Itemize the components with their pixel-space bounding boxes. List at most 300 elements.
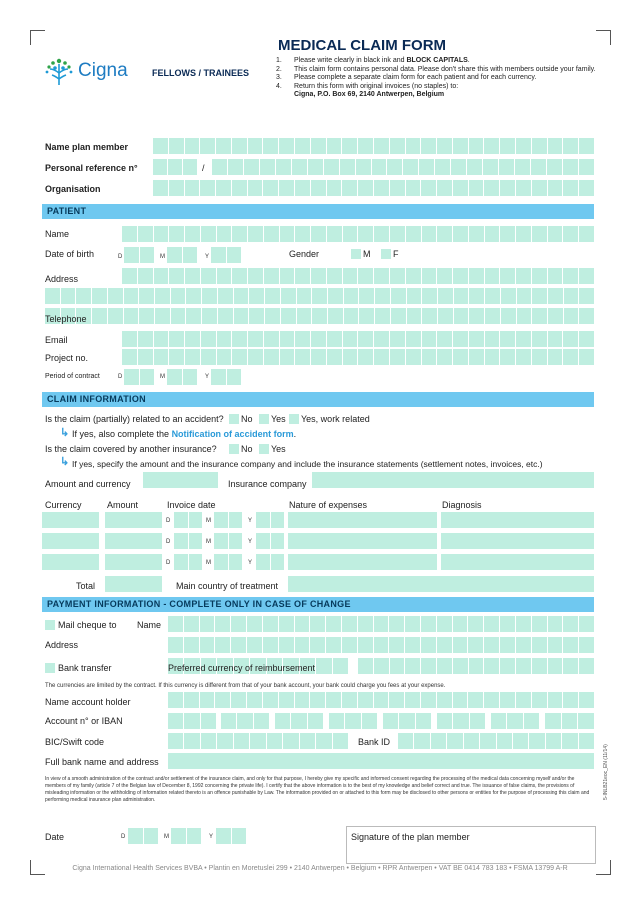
char-cell[interactable] xyxy=(579,288,594,304)
char-cell[interactable] xyxy=(358,637,373,653)
char-cell[interactable] xyxy=(485,226,500,242)
char-cell[interactable] xyxy=(234,288,249,304)
char-cell[interactable] xyxy=(389,692,404,708)
char-cell[interactable] xyxy=(250,733,265,749)
char-cell[interactable] xyxy=(279,692,294,708)
char-cell[interactable] xyxy=(416,713,431,729)
char-cell[interactable] xyxy=(358,180,373,196)
char-cell[interactable] xyxy=(248,331,263,347)
char-cell[interactable] xyxy=(405,658,420,674)
invoice-day-field[interactable] xyxy=(174,554,202,570)
char-cell[interactable] xyxy=(548,692,563,708)
char-cell[interactable] xyxy=(532,138,547,154)
char-cell[interactable] xyxy=(281,308,296,324)
char-cell[interactable] xyxy=(524,713,539,729)
char-cell[interactable] xyxy=(344,288,359,304)
iban-field-3[interactable] xyxy=(275,713,323,729)
char-cell[interactable] xyxy=(184,637,199,653)
char-cell[interactable] xyxy=(168,159,182,175)
char-cell[interactable] xyxy=(189,554,203,570)
char-cell[interactable] xyxy=(155,288,170,304)
char-cell[interactable] xyxy=(579,159,594,175)
accident-form-link[interactable]: Notification of accident form xyxy=(171,429,294,439)
char-cell[interactable] xyxy=(311,226,326,242)
char-cell[interactable] xyxy=(327,138,342,154)
char-cell[interactable] xyxy=(485,331,500,347)
char-cell[interactable] xyxy=(390,138,405,154)
accident-yes-checkbox[interactable] xyxy=(259,414,269,424)
char-cell[interactable] xyxy=(485,349,500,365)
char-cell[interactable] xyxy=(186,308,201,324)
char-cell[interactable] xyxy=(545,713,561,729)
char-cell[interactable] xyxy=(468,616,483,632)
char-cell[interactable] xyxy=(406,349,421,365)
char-cell[interactable] xyxy=(139,308,154,324)
char-cell[interactable] xyxy=(529,733,544,749)
char-cell[interactable] xyxy=(403,159,418,175)
char-cell[interactable] xyxy=(374,637,389,653)
char-cell[interactable] xyxy=(422,308,437,324)
char-cell[interactable] xyxy=(375,308,390,324)
char-cell[interactable] xyxy=(563,637,578,653)
char-cell[interactable] xyxy=(168,733,183,749)
patient-name-field[interactable] xyxy=(122,226,594,242)
char-cell[interactable] xyxy=(485,308,500,324)
char-cell[interactable] xyxy=(342,637,357,653)
char-cell[interactable] xyxy=(122,268,137,284)
char-cell[interactable] xyxy=(469,308,484,324)
char-cell[interactable] xyxy=(548,288,563,304)
char-cell[interactable] xyxy=(437,180,452,196)
iban-field-8[interactable] xyxy=(545,713,594,729)
char-cell[interactable] xyxy=(469,138,484,154)
char-cell[interactable] xyxy=(389,637,404,653)
char-cell[interactable] xyxy=(92,288,107,304)
char-cell[interactable] xyxy=(174,554,188,570)
char-cell[interactable] xyxy=(516,692,531,708)
char-cell[interactable] xyxy=(184,733,199,749)
char-cell[interactable] xyxy=(169,331,184,347)
char-cell[interactable] xyxy=(453,692,468,708)
char-cell[interactable] xyxy=(484,616,499,632)
char-cell[interactable] xyxy=(295,226,310,242)
char-cell[interactable] xyxy=(247,616,262,632)
char-cell[interactable] xyxy=(485,288,500,304)
char-cell[interactable] xyxy=(484,180,499,196)
char-cell[interactable] xyxy=(422,288,437,304)
char-cell[interactable] xyxy=(405,616,420,632)
char-cell[interactable] xyxy=(281,288,296,304)
char-cell[interactable] xyxy=(437,658,452,674)
bic-field[interactable] xyxy=(168,733,348,749)
address-field-1[interactable] xyxy=(122,268,594,284)
gender-f-checkbox[interactable] xyxy=(381,249,391,259)
char-cell[interactable] xyxy=(200,180,215,196)
char-cell[interactable] xyxy=(374,138,389,154)
char-cell[interactable] xyxy=(217,226,232,242)
char-cell[interactable] xyxy=(515,159,530,175)
char-cell[interactable] xyxy=(202,308,217,324)
char-cell[interactable] xyxy=(358,226,373,242)
char-cell[interactable] xyxy=(140,247,155,263)
char-cell[interactable] xyxy=(579,637,594,653)
char-cell[interactable] xyxy=(499,159,514,175)
char-cell[interactable] xyxy=(374,268,389,284)
char-cell[interactable] xyxy=(263,138,278,154)
char-cell[interactable] xyxy=(358,349,373,365)
period-year-field[interactable] xyxy=(211,369,241,385)
char-cell[interactable] xyxy=(326,637,341,653)
char-cell[interactable] xyxy=(564,288,579,304)
char-cell[interactable] xyxy=(154,349,169,365)
char-cell[interactable] xyxy=(453,138,468,154)
char-cell[interactable] xyxy=(311,268,326,284)
char-cell[interactable] xyxy=(237,713,252,729)
char-cell[interactable] xyxy=(185,349,200,365)
char-cell[interactable] xyxy=(124,308,139,324)
char-cell[interactable] xyxy=(215,616,230,632)
char-cell[interactable] xyxy=(184,713,199,729)
invoice-day-field[interactable] xyxy=(174,512,202,528)
char-cell[interactable] xyxy=(516,658,531,674)
char-cell[interactable] xyxy=(295,692,310,708)
char-cell[interactable] xyxy=(232,226,247,242)
char-cell[interactable] xyxy=(507,713,522,729)
char-cell[interactable] xyxy=(469,226,484,242)
char-cell[interactable] xyxy=(343,226,358,242)
char-cell[interactable] xyxy=(201,226,216,242)
char-cell[interactable] xyxy=(168,616,183,632)
char-cell[interactable] xyxy=(311,180,326,196)
char-cell[interactable] xyxy=(437,713,452,729)
char-cell[interactable] xyxy=(201,733,216,749)
bank-transfer-checkbox[interactable] xyxy=(45,663,55,673)
char-cell[interactable] xyxy=(122,349,137,365)
char-cell[interactable] xyxy=(387,159,402,175)
char-cell[interactable] xyxy=(227,247,242,263)
char-cell[interactable] xyxy=(342,138,357,154)
char-cell[interactable] xyxy=(435,159,450,175)
char-cell[interactable] xyxy=(406,226,421,242)
char-cell[interactable] xyxy=(280,349,295,365)
char-cell[interactable] xyxy=(497,733,512,749)
char-cell[interactable] xyxy=(183,159,197,175)
char-cell[interactable] xyxy=(201,349,216,365)
iban-field-4[interactable] xyxy=(329,713,377,729)
char-cell[interactable] xyxy=(327,268,342,284)
char-cell[interactable] xyxy=(218,308,233,324)
char-cell[interactable] xyxy=(184,616,199,632)
char-cell[interactable] xyxy=(333,658,348,674)
char-cell[interactable] xyxy=(579,349,594,365)
char-cell[interactable] xyxy=(438,288,453,304)
insurance-company-field[interactable] xyxy=(312,472,594,488)
char-cell[interactable] xyxy=(154,331,169,347)
char-cell[interactable] xyxy=(407,308,422,324)
char-cell[interactable] xyxy=(390,180,405,196)
char-cell[interactable] xyxy=(484,692,499,708)
char-cell[interactable] xyxy=(267,733,282,749)
char-cell[interactable] xyxy=(453,658,468,674)
char-cell[interactable] xyxy=(311,138,326,154)
char-cell[interactable] xyxy=(174,512,188,528)
payment-name-field[interactable] xyxy=(168,616,594,632)
char-cell[interactable] xyxy=(437,226,452,242)
char-cell[interactable] xyxy=(532,658,547,674)
char-cell[interactable] xyxy=(169,349,184,365)
char-cell[interactable] xyxy=(311,331,326,347)
char-cell[interactable] xyxy=(92,308,107,324)
char-cell[interactable] xyxy=(469,180,484,196)
char-cell[interactable] xyxy=(327,226,342,242)
char-cell[interactable] xyxy=(532,268,547,284)
char-cell[interactable] xyxy=(231,692,246,708)
preferred-currency-field[interactable] xyxy=(358,658,594,674)
char-cell[interactable] xyxy=(405,692,420,708)
char-cell[interactable] xyxy=(563,658,578,674)
char-cell[interactable] xyxy=(374,180,389,196)
char-cell[interactable] xyxy=(454,308,469,324)
amount-field[interactable] xyxy=(105,554,162,570)
char-cell[interactable] xyxy=(247,692,262,708)
char-cell[interactable] xyxy=(256,533,270,549)
char-cell[interactable] xyxy=(167,369,182,385)
char-cell[interactable] xyxy=(200,637,215,653)
char-cell[interactable] xyxy=(264,349,279,365)
mail-cheque-checkbox[interactable] xyxy=(45,620,55,630)
char-cell[interactable] xyxy=(516,616,531,632)
invoice-day-field[interactable] xyxy=(174,533,202,549)
char-cell[interactable] xyxy=(356,159,371,175)
char-cell[interactable] xyxy=(310,616,325,632)
char-cell[interactable] xyxy=(231,616,246,632)
iban-field-2[interactable] xyxy=(221,713,269,729)
char-cell[interactable] xyxy=(327,331,342,347)
char-cell[interactable] xyxy=(453,349,468,365)
char-cell[interactable] xyxy=(500,637,515,653)
char-cell[interactable] xyxy=(124,247,139,263)
char-cell[interactable] xyxy=(138,331,153,347)
char-cell[interactable] xyxy=(579,308,594,324)
char-cell[interactable] xyxy=(122,226,137,242)
char-cell[interactable] xyxy=(280,226,295,242)
char-cell[interactable] xyxy=(579,658,594,674)
char-cell[interactable] xyxy=(431,733,446,749)
char-cell[interactable] xyxy=(358,268,373,284)
char-cell[interactable] xyxy=(548,616,563,632)
char-cell[interactable] xyxy=(310,692,325,708)
char-cell[interactable] xyxy=(579,138,594,154)
char-cell[interactable] xyxy=(453,331,468,347)
char-cell[interactable] xyxy=(124,369,139,385)
currency-field[interactable] xyxy=(42,554,99,570)
char-cell[interactable] xyxy=(248,349,263,365)
char-cell[interactable] xyxy=(421,692,436,708)
char-cell[interactable] xyxy=(422,226,437,242)
char-cell[interactable] xyxy=(154,268,169,284)
char-cell[interactable] xyxy=(500,349,515,365)
char-cell[interactable] xyxy=(548,226,563,242)
char-cell[interactable] xyxy=(227,369,242,385)
char-cell[interactable] xyxy=(500,268,515,284)
char-cell[interactable] xyxy=(469,331,484,347)
char-cell[interactable] xyxy=(212,159,227,175)
char-cell[interactable] xyxy=(254,713,269,729)
nature-field[interactable] xyxy=(288,533,437,549)
char-cell[interactable] xyxy=(263,616,278,632)
char-cell[interactable] xyxy=(563,692,578,708)
char-cell[interactable] xyxy=(579,268,594,284)
char-cell[interactable] xyxy=(437,637,452,653)
char-cell[interactable] xyxy=(185,268,200,284)
char-cell[interactable] xyxy=(249,288,264,304)
date-month-field[interactable] xyxy=(171,828,201,844)
char-cell[interactable] xyxy=(265,288,280,304)
char-cell[interactable] xyxy=(76,288,91,304)
char-cell[interactable] xyxy=(374,616,389,632)
char-cell[interactable] xyxy=(548,308,563,324)
char-cell[interactable] xyxy=(185,180,200,196)
char-cell[interactable] xyxy=(470,713,485,729)
char-cell[interactable] xyxy=(391,308,406,324)
char-cell[interactable] xyxy=(390,331,405,347)
personal-reference-field-2[interactable] xyxy=(212,159,594,175)
char-cell[interactable] xyxy=(516,226,531,242)
char-cell[interactable] xyxy=(500,616,515,632)
nature-field[interactable] xyxy=(288,554,437,570)
char-cell[interactable] xyxy=(215,692,230,708)
char-cell[interactable] xyxy=(437,349,452,365)
char-cell[interactable] xyxy=(168,692,183,708)
char-cell[interactable] xyxy=(579,226,594,242)
char-cell[interactable] xyxy=(264,331,279,347)
char-cell[interactable] xyxy=(169,180,184,196)
char-cell[interactable] xyxy=(216,828,231,844)
char-cell[interactable] xyxy=(358,616,373,632)
signature-box[interactable] xyxy=(346,826,596,864)
char-cell[interactable] xyxy=(483,159,498,175)
char-cell[interactable] xyxy=(211,247,226,263)
char-cell[interactable] xyxy=(264,268,279,284)
invoice-month-field[interactable] xyxy=(214,533,242,549)
char-cell[interactable] xyxy=(171,828,186,844)
char-cell[interactable] xyxy=(280,268,295,284)
amount-field[interactable] xyxy=(105,512,162,528)
char-cell[interactable] xyxy=(214,554,228,570)
char-cell[interactable] xyxy=(128,828,143,844)
char-cell[interactable] xyxy=(517,288,532,304)
char-cell[interactable] xyxy=(271,554,285,570)
char-cell[interactable] xyxy=(467,159,482,175)
char-cell[interactable] xyxy=(438,308,453,324)
char-cell[interactable] xyxy=(202,288,217,304)
char-cell[interactable] xyxy=(469,658,484,674)
char-cell[interactable] xyxy=(447,733,462,749)
char-cell[interactable] xyxy=(138,226,153,242)
address-field-3[interactable] xyxy=(45,308,594,324)
char-cell[interactable] xyxy=(562,733,577,749)
char-cell[interactable] xyxy=(183,369,198,385)
char-cell[interactable] xyxy=(469,288,484,304)
char-cell[interactable] xyxy=(265,308,280,324)
iban-field-6[interactable] xyxy=(437,713,485,729)
char-cell[interactable] xyxy=(124,288,139,304)
payment-address-field-1[interactable] xyxy=(168,637,594,653)
char-cell[interactable] xyxy=(312,288,327,304)
invoice-year-field[interactable] xyxy=(256,512,284,528)
char-cell[interactable] xyxy=(548,138,563,154)
char-cell[interactable] xyxy=(421,637,436,653)
char-cell[interactable] xyxy=(563,138,578,154)
char-cell[interactable] xyxy=(327,349,342,365)
char-cell[interactable] xyxy=(248,180,263,196)
char-cell[interactable] xyxy=(358,138,373,154)
char-cell[interactable] xyxy=(260,159,275,175)
organisation-field[interactable] xyxy=(153,180,594,196)
char-cell[interactable] xyxy=(200,616,215,632)
char-cell[interactable] xyxy=(324,159,339,175)
char-cell[interactable] xyxy=(564,308,579,324)
char-cell[interactable] xyxy=(217,733,232,749)
char-cell[interactable] xyxy=(548,331,563,347)
char-cell[interactable] xyxy=(390,349,405,365)
project-field[interactable] xyxy=(122,349,594,365)
char-cell[interactable] xyxy=(234,308,249,324)
char-cell[interactable] xyxy=(579,616,594,632)
char-cell[interactable] xyxy=(153,180,168,196)
dob-month-field[interactable] xyxy=(167,247,197,263)
char-cell[interactable] xyxy=(501,288,516,304)
char-cell[interactable] xyxy=(271,512,285,528)
char-cell[interactable] xyxy=(342,616,357,632)
char-cell[interactable] xyxy=(358,692,373,708)
char-cell[interactable] xyxy=(326,616,341,632)
char-cell[interactable] xyxy=(167,247,182,263)
char-cell[interactable] xyxy=(480,733,495,749)
char-cell[interactable] xyxy=(316,733,331,749)
char-cell[interactable] xyxy=(563,180,578,196)
char-cell[interactable] xyxy=(327,180,342,196)
total-field[interactable] xyxy=(105,576,162,592)
char-cell[interactable] xyxy=(532,692,547,708)
char-cell[interactable] xyxy=(358,658,373,674)
char-cell[interactable] xyxy=(342,180,357,196)
char-cell[interactable] xyxy=(291,713,306,729)
char-cell[interactable] xyxy=(271,533,285,549)
char-cell[interactable] xyxy=(579,733,594,749)
char-cell[interactable] xyxy=(185,331,200,347)
char-cell[interactable] xyxy=(390,658,405,674)
char-cell[interactable] xyxy=(532,616,547,632)
char-cell[interactable] xyxy=(234,733,249,749)
bank-name-field[interactable] xyxy=(168,753,594,769)
char-cell[interactable] xyxy=(484,138,499,154)
char-cell[interactable] xyxy=(389,616,404,632)
char-cell[interactable] xyxy=(232,828,247,844)
char-cell[interactable] xyxy=(218,288,233,304)
char-cell[interactable] xyxy=(144,828,159,844)
char-cell[interactable] xyxy=(326,692,341,708)
char-cell[interactable] xyxy=(248,138,263,154)
char-cell[interactable] xyxy=(500,658,515,674)
currency-field[interactable] xyxy=(42,533,99,549)
char-cell[interactable] xyxy=(201,713,216,729)
char-cell[interactable] xyxy=(189,512,203,528)
char-cell[interactable] xyxy=(295,180,310,196)
date-year-field[interactable] xyxy=(216,828,246,844)
char-cell[interactable] xyxy=(422,349,437,365)
char-cell[interactable] xyxy=(211,369,226,385)
